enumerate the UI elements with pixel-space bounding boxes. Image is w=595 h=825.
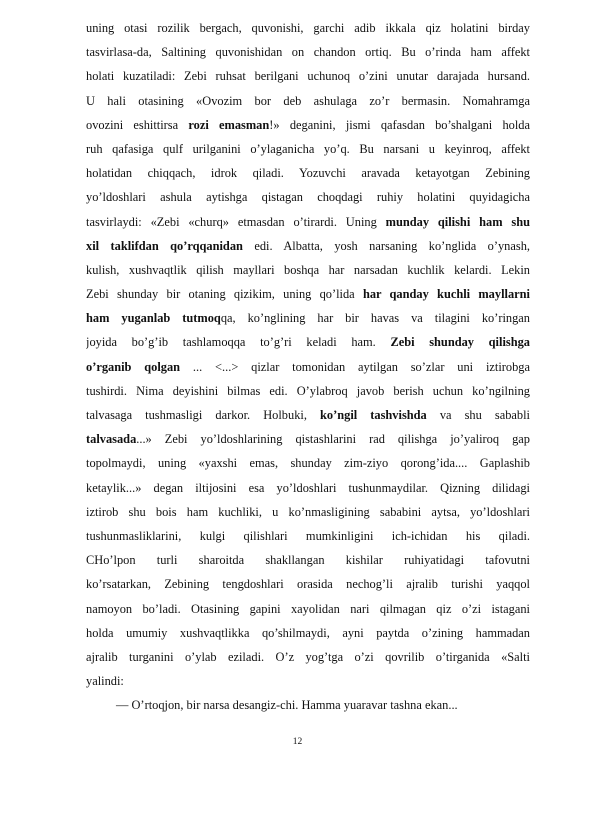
text-line bbox=[86, 355, 530, 379]
text-run: holda umumiy xushvaqtlikka qo’shilmaydi, ayni paytda o’zining hammadan bbox=[86, 625, 530, 640]
text-line bbox=[86, 548, 530, 572]
text-line bbox=[86, 40, 530, 64]
text-line bbox=[86, 258, 530, 282]
text-line bbox=[86, 330, 530, 354]
text-run: — O’rtoqjon, bir narsa desangiz-chi. Hamma yuaravar tashna ekan... bbox=[116, 698, 458, 713]
page-number: 12 bbox=[292, 737, 303, 747]
text-run: tasvirlasa-da, Saltining quvonishidan on chandon ortiq. Bu o’rinda ham affekt bbox=[86, 45, 530, 60]
text-line bbox=[86, 16, 530, 40]
text-line bbox=[86, 210, 530, 234]
document-body bbox=[86, 16, 530, 717]
text-run: kulish, xushvaqtlik qilish mayllari boshqa har narsadan kuchlik kelardi. Lekin bbox=[86, 262, 530, 277]
text-line bbox=[86, 476, 530, 500]
text-run: qa, ko’nglining har bir havas va tilagini ko’ringan bbox=[220, 311, 530, 326]
bold-emphasis: talvasada bbox=[86, 432, 137, 447]
text-run: iztirob shu bois ham kuchliki, u ko’nmasligining sababini aytsa, yo’ldoshlari bbox=[86, 504, 530, 519]
text-line bbox=[86, 379, 530, 403]
text-line bbox=[86, 451, 530, 475]
text-run: joyida bo’g’ib tashlamoqqa to’g’ri keladi ham. bbox=[86, 335, 391, 350]
text-run: yalindi: bbox=[86, 674, 124, 689]
text-line bbox=[86, 137, 530, 161]
dialog-line bbox=[86, 693, 530, 717]
bold-emphasis: xil taklifdan qo’rqqanidan bbox=[86, 238, 243, 253]
text-run: tushunmasliklarini, kulgi qilishlari mumkinligini ich-ichidan his qiladi. bbox=[86, 528, 530, 543]
text-run: ko’rsatarkan, Zebining tengdoshlari orasida nechog’li ajralib turishi yaqqol bbox=[86, 577, 530, 592]
text-run: tushirdi. Nima deyishini bilmas edi. O’ylabroq javob berish uchun ko’ngilning bbox=[86, 383, 530, 398]
text-line bbox=[86, 645, 530, 669]
bold-emphasis: ham yuganlab tutmoq bbox=[86, 311, 221, 326]
text-run: uning otasi rozilik bergach, quvonishi, garchi adib ikkala qiz holatini birday bbox=[86, 21, 530, 35]
bold-emphasis: Zebi shunday qilishga bbox=[390, 335, 530, 350]
text-line bbox=[86, 89, 530, 113]
text-run: namoyon bo’ladi. Otasining gapini xayolidan nari qilmagan qiz o’zi istagani bbox=[86, 601, 530, 616]
bold-emphasis: ko’ngil tashvishda bbox=[320, 408, 427, 422]
text-line bbox=[86, 669, 530, 693]
text-line bbox=[86, 161, 530, 185]
text-line bbox=[86, 185, 530, 209]
text-line bbox=[86, 427, 530, 451]
text-run: edi. Albatta, yosh narsaning ko’nglida o’ynash, bbox=[242, 238, 530, 253]
text-line bbox=[86, 113, 530, 137]
text-line bbox=[86, 306, 530, 330]
text-run: ...» Zebi yo’ldoshlarining qistashlarini rad qilishga jo’yaliroq gap bbox=[136, 432, 530, 447]
text-line bbox=[86, 500, 530, 524]
bold-emphasis: rozi emasman bbox=[188, 117, 270, 132]
text-run: holatidan chiqqach, idrok qiladi. Yozuvchi aravada ketayotgan Zebining bbox=[86, 166, 530, 181]
text-line bbox=[86, 282, 530, 306]
bold-emphasis: o’rganib qolgan bbox=[86, 359, 181, 374]
text-line bbox=[86, 234, 530, 258]
bold-emphasis: munday qilishi ham shu bbox=[385, 214, 530, 229]
text-run: yo’ldoshlari ashula aytishga qistagan choqdagi ruhiy holatini quyidagicha bbox=[86, 190, 530, 205]
text-line bbox=[86, 403, 530, 427]
text-run: tasvirlaydi: «Zebi «churq» etmasdan o’tirardi. Uning bbox=[86, 214, 386, 229]
text-run: Zebi shunday bir otaning qizikim, uning qo’lida bbox=[86, 287, 363, 302]
text-run: va shu sababli bbox=[426, 408, 530, 422]
text-run: CHo’lpon turli sharoitda shakllangan kishilar ruhiyatidagi tafovutni bbox=[86, 553, 530, 568]
text-run: ... <...> qizlar tomonidan aytilgan so’zlar uni iztirobga bbox=[180, 359, 530, 374]
text-line bbox=[86, 64, 530, 88]
text-line bbox=[86, 621, 530, 645]
text-line bbox=[86, 524, 530, 548]
text-run: !» deganini, jismi qafasdan bo’shalgani holda bbox=[269, 117, 530, 132]
text-run: ruh qafasiga qulf urilganini o’ylaganicha yo’q. Bu narsani u keyinroq, affekt bbox=[86, 141, 530, 156]
text-run: ketaylik...» degan iltijosini esa yo’ldoshlari tushunmaydilar. Qizning dilidagi bbox=[86, 480, 530, 495]
text-run: talvasaga tushmasligi darkor. Holbuki, bbox=[86, 408, 321, 422]
text-line bbox=[86, 597, 530, 621]
text-run: holati kuzatiladi: Zebi ruhsat berilgani uchunoq o’zini unutar darajada hursand. bbox=[86, 69, 530, 84]
bold-emphasis: har qanday kuchli mayllarni bbox=[362, 287, 530, 302]
text-run: topolmaydi, uning «yaxshi emas, shunday zim-ziyo qorong’ida.... Gaplashib bbox=[86, 456, 530, 471]
text-run: U hali otasining «Ovozim bor deb ashulaga zo’r bermasin. Nomahramga bbox=[86, 93, 530, 108]
text-line bbox=[86, 572, 530, 596]
text-run: ovozini eshittirsa bbox=[86, 117, 189, 132]
text-run: ajralib turganini o’ylab eziladi. O’z yog’tga o’zi qovrilib o’tirganida «Salti bbox=[86, 649, 530, 664]
